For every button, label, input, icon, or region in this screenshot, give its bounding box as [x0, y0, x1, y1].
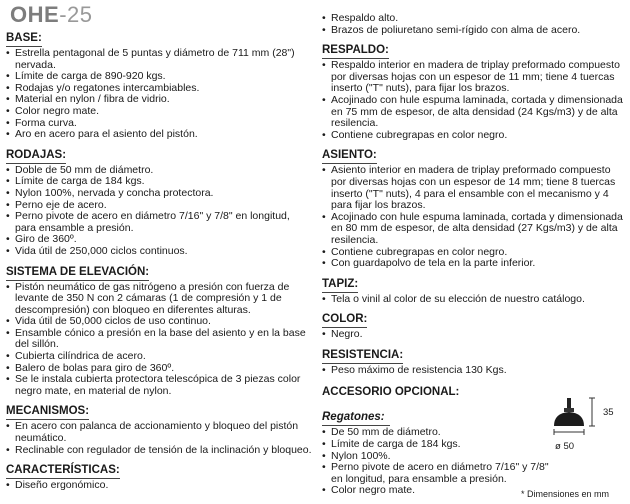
regatones-list — [322, 427, 554, 497]
section-title: RESPALDO: — [322, 44, 389, 59]
list-item: • Estrella pentagonal de 5 puntas y diámetro de 711 mm (28") nervada. — [6, 48, 312, 71]
list-item: • Nylon 100%, nervada y concha protectora. — [6, 188, 312, 200]
list-item: • Perno pivote de acero en diámetro 7/16" y 7/8" en longitud, para ensamble a presión. — [6, 211, 312, 234]
section-list — [6, 165, 312, 258]
list-item: • Color negro mate. — [6, 106, 312, 118]
left-column — [6, 0, 312, 492]
list-item: • Tela o vinil al color de su elección de nuestro catálogo. — [322, 294, 626, 306]
model-number: -25 — [59, 2, 93, 27]
list-item: • Respaldo alto. — [322, 13, 626, 25]
left-sections — [6, 32, 312, 492]
list-item: • Se le instala cubierta protectora telescópica de 3 piezas color negro mate, en material de nylon. — [6, 374, 312, 397]
section-title: RESISTENCIA: — [322, 349, 403, 364]
list-item: • Límite de carga de 184 kgs. — [6, 176, 312, 188]
diameter-dimension: ø 50 — [555, 441, 575, 452]
section-title: COLOR: — [322, 313, 367, 328]
section-title: MECANISMOS: — [6, 405, 89, 420]
list-item: • Diseño ergonómico. — [6, 480, 312, 492]
section-title: TAPIZ: — [322, 278, 358, 293]
list-item: • Balero de bolas para giro de 360º. — [6, 363, 312, 375]
list-item: • Límite de carga de 184 kgs. — [322, 439, 554, 451]
list-item: • Nylon 100%. — [322, 451, 554, 463]
list-item: • Respaldo interior en madera de triplay preformado compuesto por diversas hojas con un espesor de 11 mm; tiene 4 tuercas inserto ("T" nuts), para fijar los brazos. — [322, 60, 626, 95]
list-item: • Ensamble cónico a presión en la base del asiento y en la base del sillón. — [6, 328, 312, 351]
section-title: BASE: — [6, 32, 42, 47]
list-item: • Vida útil de 250,000 ciclos continuos. — [6, 246, 312, 258]
height-dimension: 35 — [603, 407, 614, 418]
list-item: • Acojinado con hule espuma laminada, cortada y dimensionada en 80 mm de espesor, de alta densidad (27 Kgs/m3) y de alta resilencia. — [322, 212, 626, 247]
section-title: RODAJAS: — [6, 149, 66, 164]
list-item: • En acero con palanca de accionamiento y bloqueo del pistón neumático. — [6, 421, 312, 444]
list-item: • Peso máximo de resistencia 130 Kgs. — [322, 365, 626, 377]
section-list — [322, 329, 626, 341]
list-item: • Forma curva. — [6, 118, 312, 130]
list-item: • Brazos de poliuretano semi-rígido con alma de acero. — [322, 25, 626, 37]
section-list — [322, 165, 626, 269]
list-item: • Contiene cubregrapas en color negro. — [322, 247, 626, 259]
list-item: • Vida útil de 50,000 ciclos de uso continuo. — [6, 316, 312, 328]
section-list — [322, 60, 626, 141]
list-item: • Giro de 360º. — [6, 234, 312, 246]
section-list — [6, 480, 312, 492]
right-sections — [322, 44, 626, 376]
list-item: • Asiento interior en madera de triplay preformado compuesto por diversas hojas con un espesor de 14 mm; tiene 8 tuercas inserto ("T" nuts), 4 para el ensamble con el mecanismo y 4 para fijar los brazos. — [322, 165, 626, 211]
list-item: • Límite de carga de 890-920 kgs. — [6, 71, 312, 83]
regatones-subtitle: Regatones: — [322, 411, 390, 426]
glide-collar — [564, 408, 574, 412]
list-item: • Cubierta cilíndrica de acero. — [6, 351, 312, 363]
list-item: • De 50 mm de diámetro. — [322, 427, 554, 439]
product-title — [10, 2, 312, 28]
list-item: • Pistón neumático de gas nitrógeno a presión con fuerza de levante de 350 N con 2 cámaras (1 de compresión y 1 de descompresión) con bloqueo en diferentes alturas. — [6, 282, 312, 317]
list-item: • Contiene cubregrapas en color negro. — [322, 130, 626, 142]
section-list — [6, 282, 312, 398]
section-list — [6, 48, 312, 141]
glide-foot — [554, 412, 584, 426]
list-item: • Reclinable con regulador de tensión de la inclinación y bloqueo. — [6, 445, 312, 457]
section-title: CARACTERÍSTICAS: — [6, 464, 120, 479]
brand-name: OHE — [10, 2, 60, 27]
list-item: • Color negro mate. — [322, 485, 554, 497]
list-item: • Acojinado con hule espuma laminada, cortada y dimensionada en 75 mm de espesor, de alta densidad (24 Kgs/m3) y de alta resilencia. — [322, 95, 626, 130]
list-item: • Con guardapolvo de tela en la parte inferior. — [322, 258, 626, 270]
list-item: • Doble de 50 mm de diámetro. — [6, 165, 312, 177]
section-title: ASIENTO: — [322, 149, 377, 164]
section-list — [322, 294, 626, 306]
list-item: • Rodajas y/o regatones intercambiables. — [6, 83, 312, 95]
list-item: • Perno eje de acero. — [6, 200, 312, 212]
dimensions-footnote: * Dimensiones en mm — [521, 489, 610, 499]
section-title: SISTEMA DE ELEVACIÓN: — [6, 266, 149, 281]
list-item: • Material en nylon / fibra de vidrio. — [6, 94, 312, 106]
list-item: • Aro en acero para el asiento del pistón. — [6, 129, 312, 141]
intro-list — [322, 13, 626, 36]
optional-accessory-title: ACCESORIO OPCIONAL: — [322, 386, 460, 399]
section-list — [6, 421, 312, 456]
section-list — [322, 365, 626, 377]
list-item: • Negro. — [322, 329, 626, 341]
list-item: • Perno pivote de acero en diámetro 7/16" y 7/8" en longitud, para ensamble a presión. — [322, 462, 554, 485]
